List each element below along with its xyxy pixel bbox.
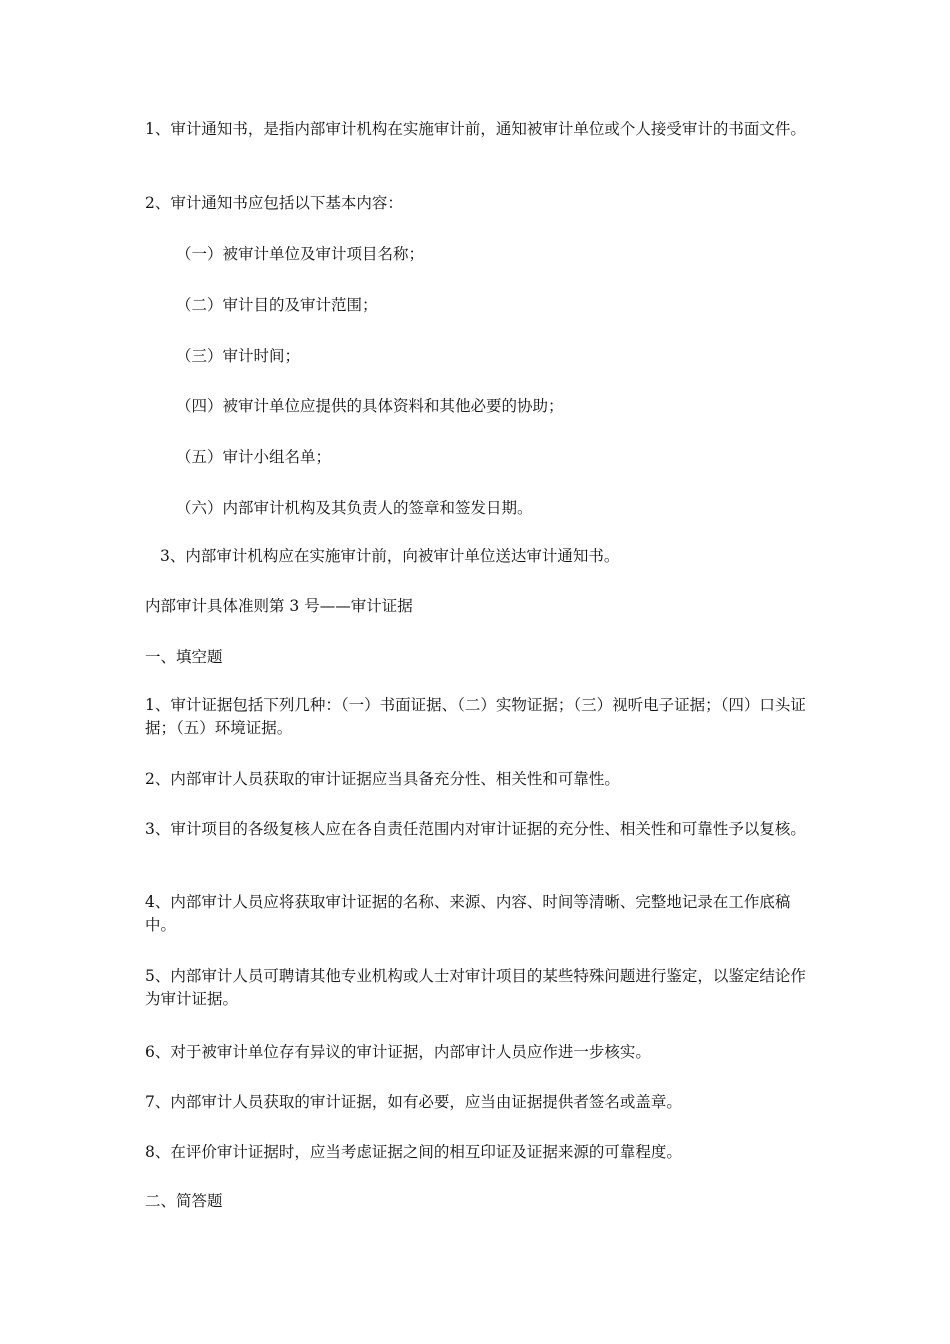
subheading-fill-in: 一、填空题 [145,648,223,666]
paragraph-notice-contents-intro: 2、审计通知书应包括以下基本内容： [145,194,403,212]
paragraph-audit-notice-definition: 1、审计通知书，是指内部审计机构在实施审计前，通知被审计单位或个人接受审计的书面文件。 [145,120,806,138]
section-heading-audit-evidence: 内部审计具体准则第 3 号——审计证据 [145,597,413,615]
subheading-short-answer: 二、简答题 [145,1192,223,1210]
list-item-2: （二）审计目的及审计范围； [176,296,378,314]
question-7: 7、内部审计人员获取的审计证据，如有必要，应当由证据提供者签名或盖章。 [145,1093,682,1111]
question-8: 8、在评价审计证据时，应当考虑证据之间的相互印证及证据来源的可靠程度。 [145,1143,682,1161]
list-item-4: （四）被审计单位应提供的具体资料和其他必要的协助； [176,397,564,415]
list-item-5: （五）审计小组名单； [176,448,332,466]
question-2: 2、内部审计人员获取的审计证据应当具备充分性、相关性和可靠性。 [145,770,620,788]
list-item-1: （一）被审计单位及审计项目名称； [176,245,425,263]
list-item-6: （六）内部审计机构及其负责人的签章和签发日期。 [176,499,533,517]
question-1: 1、审计证据包括下列几种：（一）书面证据、（二）实物证据；（三）视听电子证据；（四）口头证据；（五）环境证据。 [145,696,806,737]
question-4: 4、内部审计人员应将获取审计证据的名称、来源、内容、时间等清晰、完整地记录在工作底稿中。 [145,893,791,934]
list-item-3: （三）审计时间； [176,347,301,365]
question-5: 5、内部审计人员可聘请其他专业机构或人士对审计项目的某些特殊问题进行鉴定，以鉴定结论作为审计证据。 [145,967,806,1008]
paragraph-delivery: 3、内部审计机构应在实施审计前，向被审计单位送达审计通知书。 [160,547,620,565]
question-6: 6、对于被审计单位存有异议的审计证据，内部审计人员应作进一步核实。 [145,1043,651,1061]
question-3: 3、审计项目的各级复核人应在各自责任范围内对审计证据的充分性、相关性和可靠性予以复核。 [145,820,806,838]
